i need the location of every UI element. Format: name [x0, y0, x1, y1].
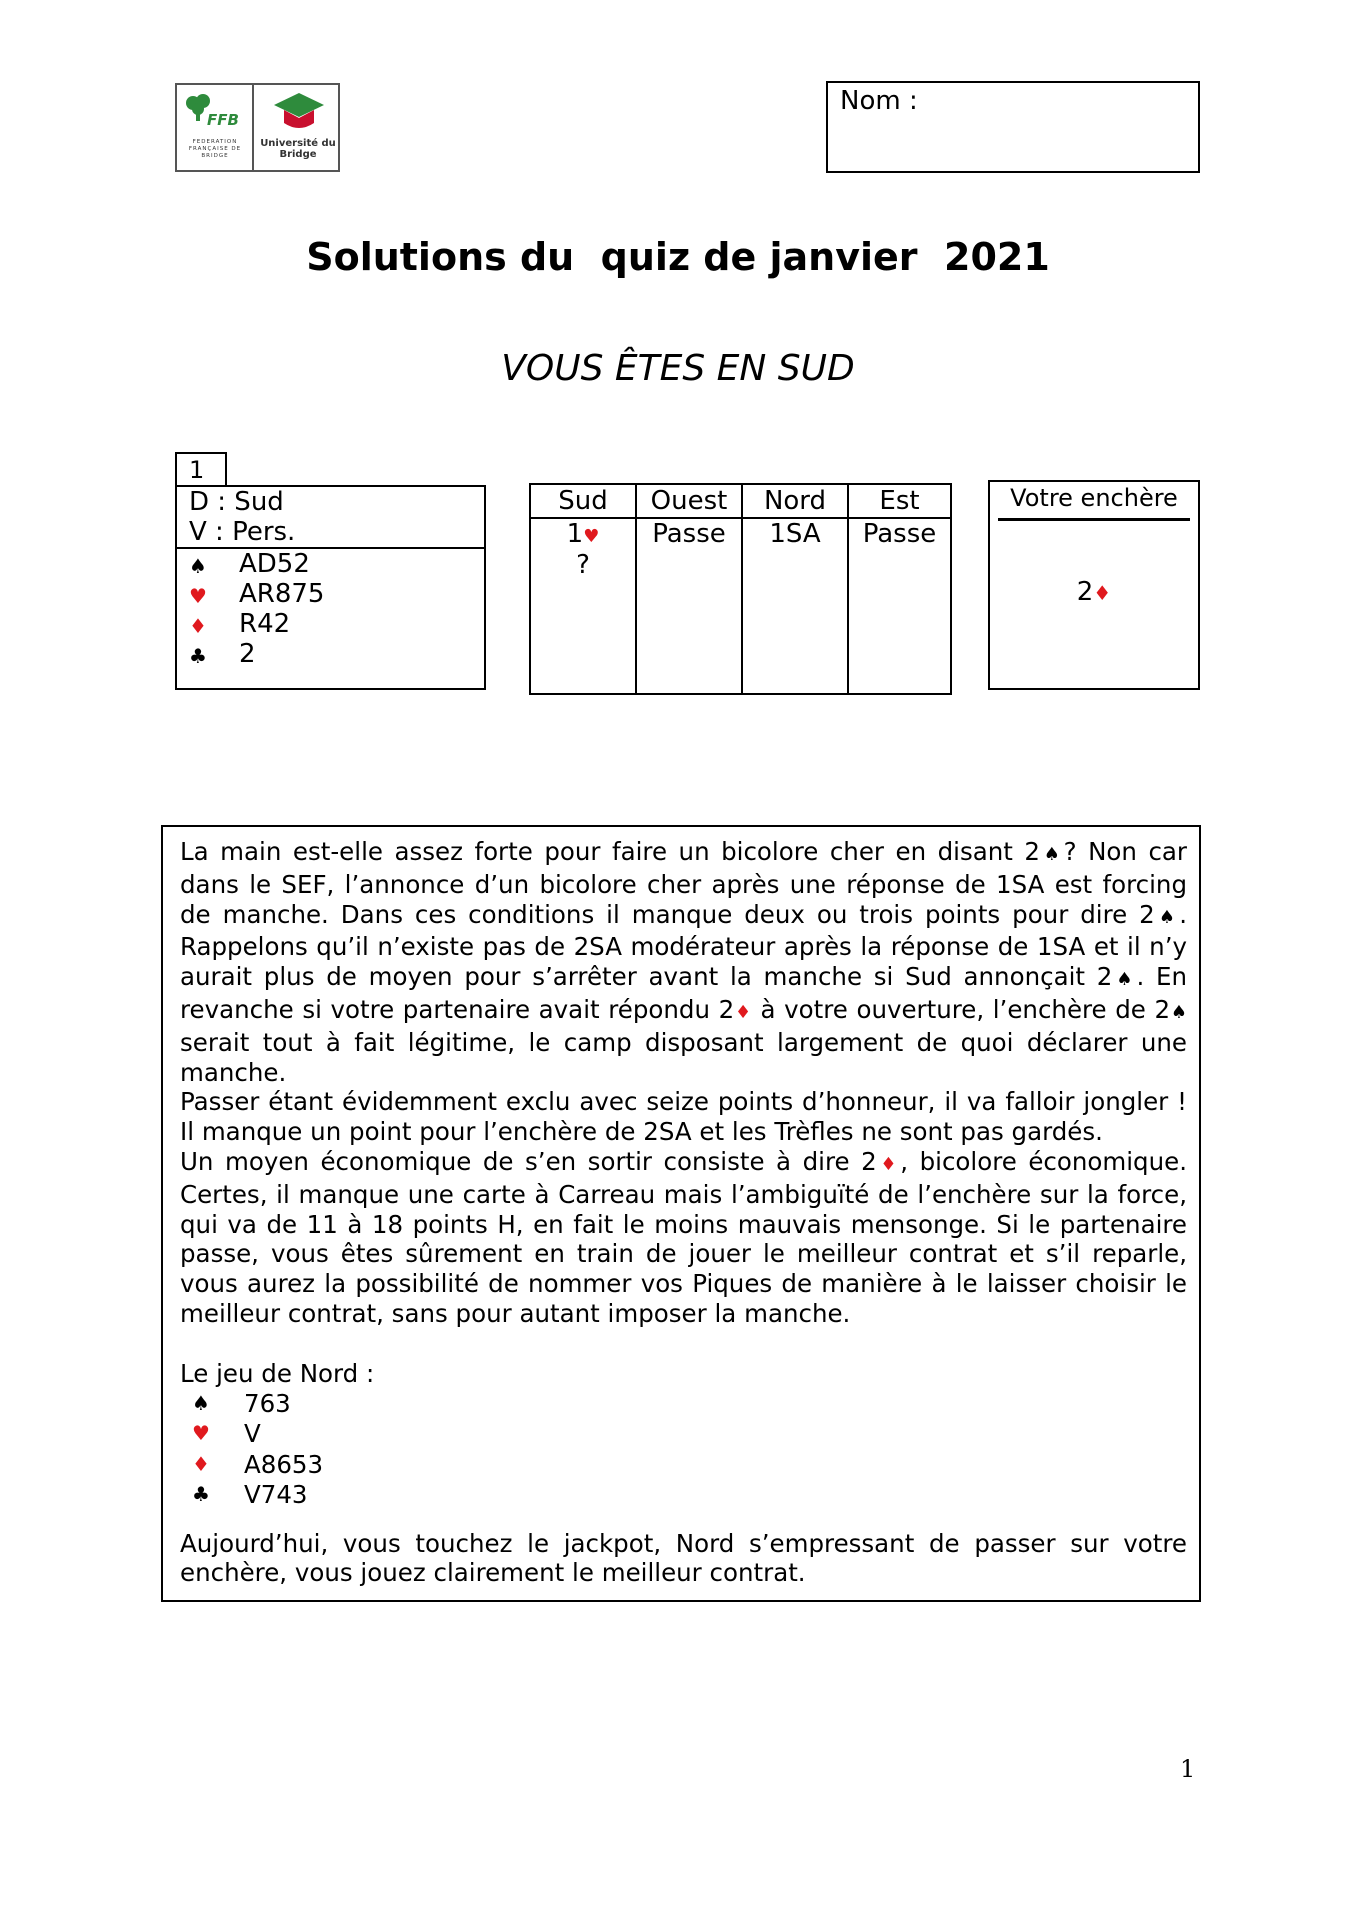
bid-header-nord: Nord [743, 485, 847, 519]
nord-row-hearts: ♥ V [192, 1419, 261, 1449]
bid-cell: 1♥ [566, 519, 600, 549]
page-subtitle: VOUS ÊTES EN SUD [501, 348, 855, 389]
spade-icon: ♠ [1154, 906, 1180, 928]
dealer-label: D : Sud [189, 487, 284, 517]
hand-hearts: AR875 [239, 579, 325, 609]
name-field[interactable] [826, 81, 1200, 173]
bid-header-est: Est [849, 485, 950, 519]
graduation-cap-icon [272, 91, 326, 135]
nord-row-spades: ♠ 763 [192, 1388, 291, 1418]
spade-icon: ♠ [192, 1390, 210, 1415]
vulnerability-label: V : Pers. [189, 517, 296, 547]
explanation-box [161, 825, 1201, 1602]
answer-header: Votre enchère [1010, 484, 1178, 512]
hand-divider [177, 547, 484, 549]
heart-icon: ♥ [189, 584, 207, 608]
diamond-icon: ♦ [876, 1153, 901, 1175]
logo-divider [252, 85, 254, 170]
spade-icon: ♠ [189, 554, 207, 578]
diamond-icon: ♦ [189, 614, 207, 638]
answer-underline [998, 518, 1190, 521]
spade-icon: ♠ [1170, 1001, 1187, 1023]
bid-col-sud [531, 485, 637, 693]
diamond-icon: ♦ [192, 1451, 210, 1476]
logo-universite-text: Université du Bridge [260, 138, 336, 160]
club-icon: ♣ [192, 1482, 210, 1507]
quiz-number: 1 [175, 452, 227, 486]
page-number: 1 [1180, 1755, 1196, 1783]
heart-icon: ♥ [583, 526, 600, 547]
spade-icon: ♠ [1112, 969, 1137, 991]
explanation-paragraph-1: La main est-elle assez forte pour faire un bicolore cher en disant 2♠? Non car dans le SEF, l’annonce d’un bicolore cher après une réponse de 1SA est forcing de manche. Dans ces conditions il manque deux ou trois points pour dire 2♠. Rappelons qu’il n’existe pas de 2SA modérateur après la réponse de 1SA et il n’y aurait plus de moyen pour s’arrêter avant la manche si Sud annonçait 2♠. En revanche si votre partenaire avait répondu 2♦ à votre ouverture, l’enchère de 2♠ serait tout à fait légitime, le camp disposant largement de quoi déclarer une manche. [180, 837, 1188, 1087]
bid-cell: ? [576, 550, 590, 580]
nord-row-clubs: ♣ V743 [192, 1480, 308, 1510]
bid-header-ouest: Ouest [637, 485, 741, 519]
page-title: Solutions du quiz de janvier 2021 [306, 235, 1050, 279]
bid-cell: Passe [652, 519, 726, 549]
nord-row-diamonds: ♦ A8653 [192, 1449, 324, 1479]
hand-diamonds: R42 [239, 609, 291, 639]
conclusion-paragraph: Aujourd’hui, vous touchez le jackpot, Nord s’empressant de passer sur votre enchère, vous jouez clairement le meilleur contrat. [180, 1528, 1187, 1588]
bid-header-sud: Sud [531, 485, 635, 519]
bid-col-nord [743, 485, 849, 693]
answer-box [988, 480, 1200, 690]
explanation-paragraph-3: Un moyen économique de s’en sortir consiste à dire 2♦, bicolore économique. Certes, il manque une carte à Carreau mais l’ambiguïté de l’enchère sur la force, qui va de 11 à 18 points H, en fait le moins mauvais mensonge. Si le partenaire passe, vous êtes sûrement en train de jouer le meilleur contrat et s’il reparle, vous aurez la possibilité de nommer vos Piques de manière à le laisser choisir le meilleur contrat, sans pour autant imposer la manche. [180, 1146, 1188, 1328]
club-icon: ♣ [189, 644, 207, 668]
diamond-icon: ♦ [1093, 581, 1112, 605]
bid-cell: 1SA [769, 519, 821, 549]
logo-ffb-text: FFB [207, 111, 239, 129]
diamond-icon: ♦ [734, 1001, 752, 1023]
heart-icon: ♥ [192, 1421, 210, 1446]
hand-clubs: 2 [239, 639, 256, 669]
bid-col-est [849, 485, 950, 693]
hand-spades: AD52 [239, 549, 310, 579]
ffb-logo [175, 83, 340, 172]
name-label: Nom : [840, 86, 918, 116]
answer-value: 2♦ [1076, 577, 1112, 607]
logo-ffb-subtext: FEDERATION FRANÇAISE DE BRIDGE [188, 139, 242, 159]
bid-cell: Passe [862, 519, 937, 549]
explanation-paragraph-2: Passer étant évidemment exclu avec seize points d’honneur, il va falloir jongler ! Il manque un point pour l’enchère de 2SA et les Trèfles ne sont pas gardés. [180, 1087, 1187, 1147]
bid-col-ouest [637, 485, 743, 693]
south-hand-box [175, 485, 486, 690]
nord-hand-label: Le jeu de Nord : [180, 1358, 375, 1388]
bidding-table [529, 483, 952, 695]
spade-icon: ♠ [1039, 844, 1064, 865]
